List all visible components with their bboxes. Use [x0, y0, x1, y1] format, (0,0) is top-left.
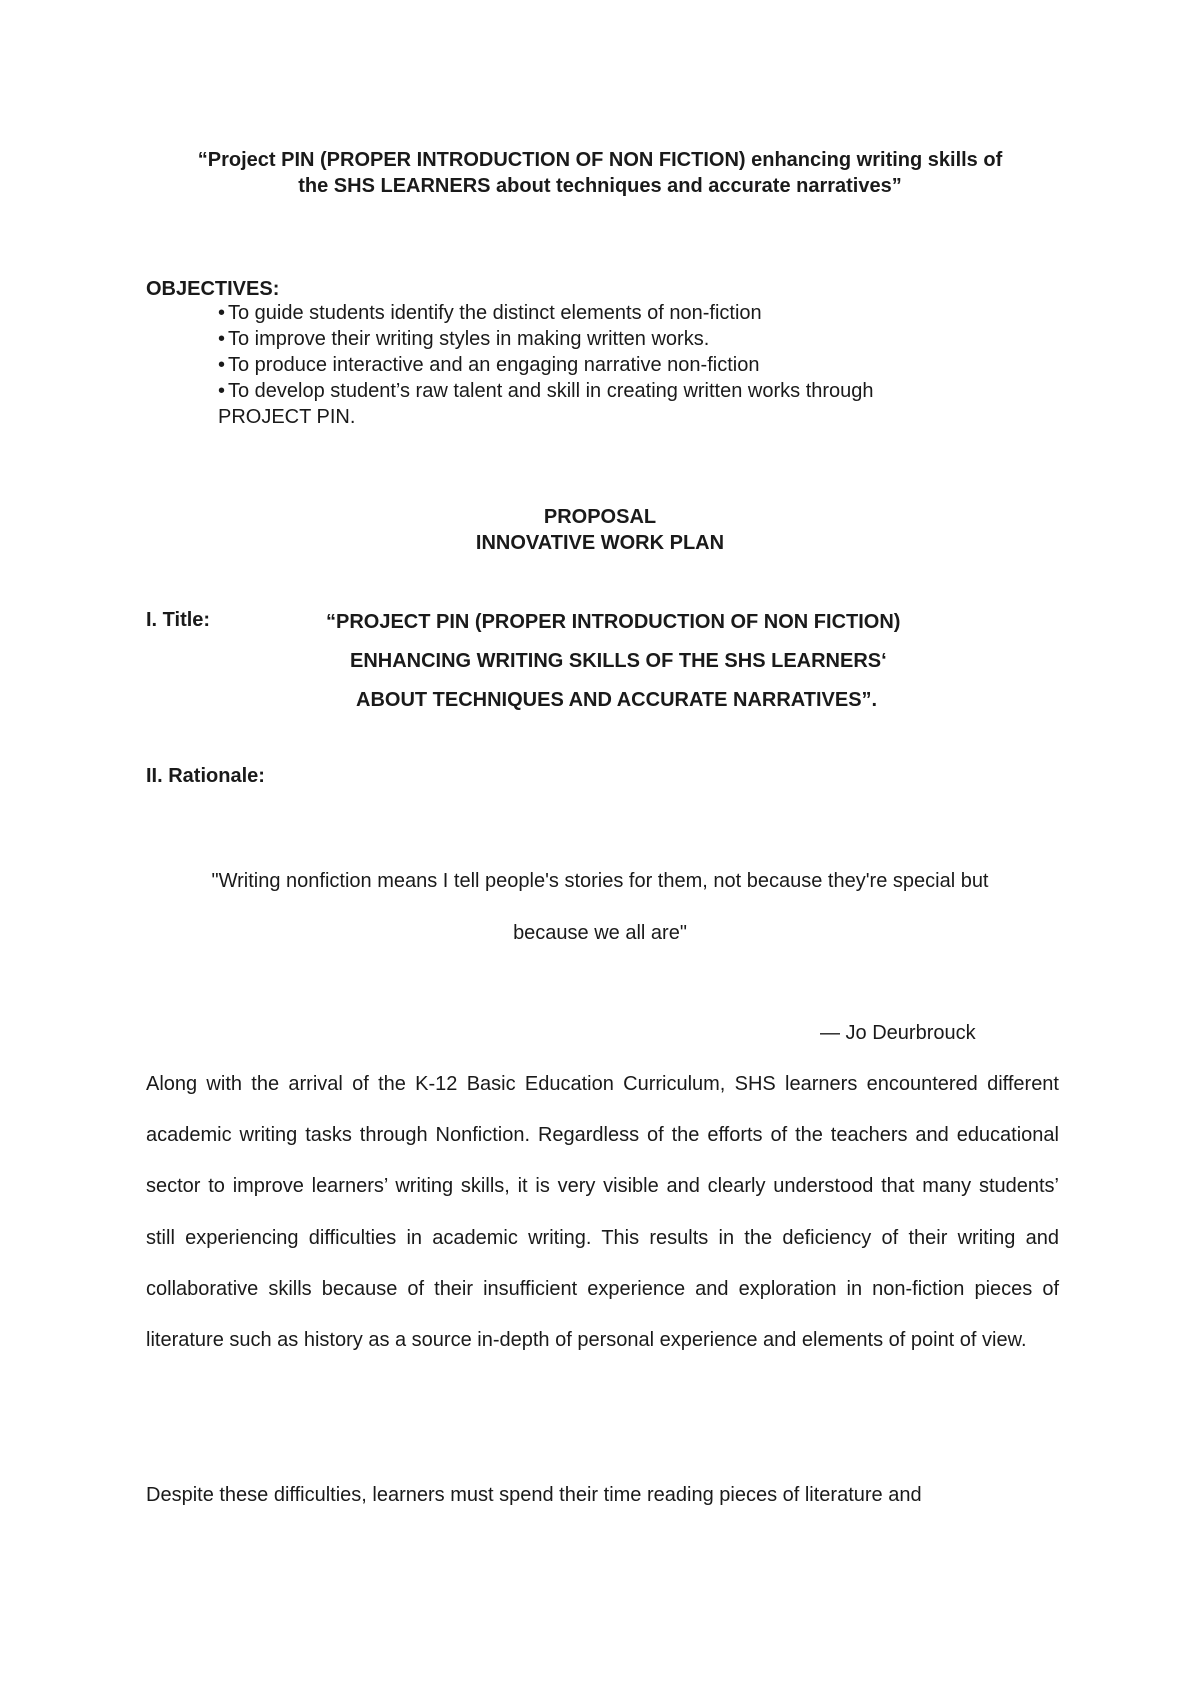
title-label: I. Title: — [146, 609, 211, 631]
objectives-heading: OBJECTIVES: — [146, 278, 280, 300]
objective-item — [218, 300, 1018, 326]
document-title — [130, 147, 1070, 199]
plan-heading: INNOVATIVE WORK PLAN — [475, 532, 725, 554]
title-line-1: “PROJECT PIN (PROPER INTRODUCTION OF NON FICTION) — [326, 611, 901, 633]
objective-text: To develop student’s raw talent and skill in creating written works through — [228, 380, 874, 402]
proposal-heading: PROPOSAL — [543, 506, 657, 528]
quote-author: ― Jo Deurbrouck — [820, 1022, 976, 1044]
quote-line-1: "Writing nonfiction means I tell people's stories for them, not because they're special but — [211, 870, 989, 892]
objective-item — [218, 378, 1018, 404]
bullet-icon: • — [218, 328, 226, 350]
bullet-icon: • — [218, 380, 226, 402]
objective-text: To produce interactive and an engaging narrative non-fiction — [228, 354, 760, 376]
document-title-line-1: “Project PIN (PROPER INTRODUCTION OF NON FICTION) enhancing writing skills of — [197, 149, 1003, 171]
document-title-line-2: the SHS LEARNERS about techniques and accurate narratives” — [298, 175, 902, 197]
rationale-paragraph-2: Despite these difficulties, learners must spend their time reading pieces of literature and — [146, 1484, 922, 1506]
title-line-3: ABOUT TECHNIQUES AND ACCURATE NARRATIVES”. — [356, 689, 878, 711]
objectives-list — [218, 300, 1018, 430]
rationale-label: II. Rationale: — [146, 765, 265, 787]
bullet-icon: • — [218, 302, 226, 324]
objective-text: To improve their writing styles in making written works. — [228, 328, 710, 350]
quote-line-2: because we all are" — [513, 922, 687, 944]
objective-text: To guide students identify the distinct elements of non-fiction — [228, 302, 762, 324]
objective-item — [218, 326, 1018, 352]
title-line-2: ENHANCING WRITING SKILLS OF THE SHS LEARNERS‘ — [350, 650, 887, 672]
objective-continuation: PROJECT PIN. — [218, 406, 356, 428]
objective-item — [218, 352, 1018, 378]
bullet-icon: • — [218, 354, 226, 376]
rationale-paragraph-1: Along with the arrival of the K-12 Basic Education Curriculum, SHS learners encountered different academic writing tasks through Nonfiction. Regardless of the efforts of the teachers and educational sector to improve learners’ writing skills, it is very visible and clearly understood that many students’ still experiencing difficulties in academic writing. This results in the deficiency of their writing and collaborative skills because of their insufficient experience and exploration in non-fiction pieces of literature such as history as a source in-depth of personal experience and elements of point of view. — [146, 1073, 1059, 1352]
